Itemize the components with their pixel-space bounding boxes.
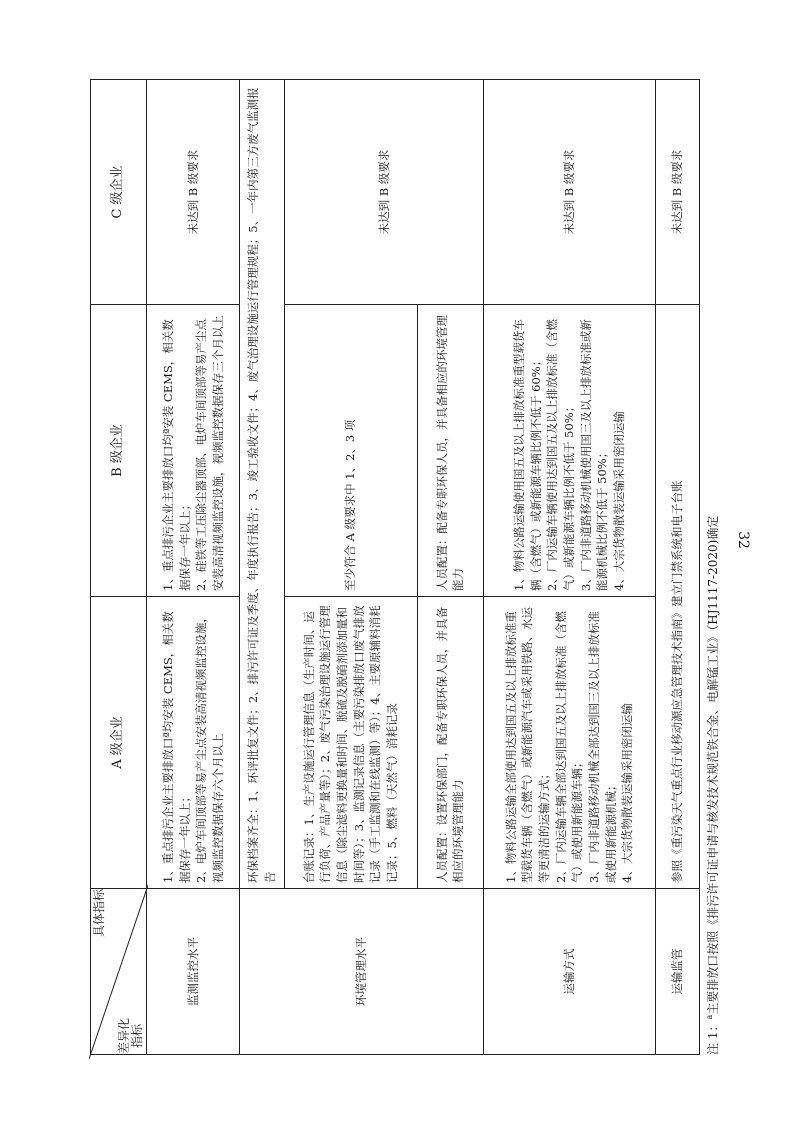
table-row — [147, 80, 240, 1055]
a-requirement-cell: 人员配置：设置环保部门，配备专职环保人员，并具备相应的环境管理能力 — [417, 597, 484, 889]
a-requirement-cell: 台账记录：1、生产设施运行管理信息（生产时间、运行负荷、产品产量等）；2、废气污染治理设施运行管理信息（除尘滤料更换量和时间、脱硫及脱硝剂添加量和时间等）；3、监测记录信息（主要污染排放口废气排放记录（手工监测和在线监测）等）；4、主要原辅料消耗记录；5、燃料（天然气）消耗记录 — [284, 597, 417, 889]
rotated-landscape-page — [90, 80, 730, 1055]
c-requirement-cell: 未达到 B 级要求 — [484, 80, 655, 305]
diagonal-header-cell — [91, 889, 147, 1055]
c-requirement-cell: 未达到 B 级要求 — [147, 80, 240, 305]
indicator-cell: 监测监控水平 — [147, 889, 240, 1055]
category-cell: 运输方式 — [484, 889, 655, 1055]
category-cell: 环境管理水平 — [240, 889, 484, 1055]
b-requirement-cell: 1、重点排污企业主要排放口均ª安装 CEMS，相关数据保存一年以上； 2、硅铁等工压除尘器顶部、电炉车间顶部等易产尘点安装高清视频监控设施，视频监控数据保存三个月以上 — [147, 305, 240, 597]
b-requirement-cell: 至少符合 A 级要求中 1、2、3 项 — [284, 305, 417, 597]
diag-top-label: 具体指标 — [92, 889, 106, 938]
table-row — [655, 80, 699, 1055]
c-requirement-cell: 未达到 B 级要求 — [655, 80, 699, 305]
a-b-requirement-cell: 参照《重污染天气重点行业移动源应急管理技术指南》建立门禁系统和电子台账 — [655, 305, 699, 889]
diag-bottom-label: 差异化 指标 — [117, 1017, 145, 1054]
a-requirement-cell: 1、物料公路运输全部使用达到国五及以上排放标准重型载货车辆（含燃气）或新能源汽车或采用铁路、水运等更清洁的运输方式； 2、厂内运输车辆全部达到国五及以上排放标准（含燃气）或使用新能源车辆； 3、厂内非道路移动机械全部达到国三及以上排放标准或使用新能源机械； 4、大宗货物散装运输采用密闭运输 — [484, 597, 655, 889]
b-requirement-cell: 人员配置：配备专职环保人员，并具备相应的环境管理能力 — [417, 305, 484, 597]
category-cell: 运输监管 — [655, 889, 699, 1055]
a-b-requirement-cell: 环保档案齐全：1、环评批复文件；2、排污许可证及季度、年度执行报告；3、竣工验收文件；4、废气治理设施运行管理规程；5、一年内第三方废气监测报告 — [240, 80, 284, 889]
table-row — [484, 80, 655, 1055]
page-number: 32 — [735, 531, 751, 549]
c-requirement-cell: 未达到 B 级要求 — [284, 80, 484, 305]
table-row — [240, 80, 284, 1055]
footnote: 注 1：$^a$主要排放口按照《排污许可证申请与核发技术规范铁合金、电解锰工业》（HJ1117-2020)确定 — [705, 515, 720, 1055]
b-requirement-cell: 1、物料公路运输使用国五及以上排放标准重型载货车辆（含燃气）或新能源车辆比例不低于 60%； 2、厂内运输车辆使用达到国五及以上排放标准（含燃气）或新能源车辆比例不低于 50%； 3、厂内非道路移动机械使用国三及以上排放标准或新能源机械比例不低于 50%； 4、大宗货物散装运输采用密闭运输 — [484, 305, 655, 597]
table-header-row — [91, 80, 147, 1055]
col-header-c: C 级企业 — [91, 80, 147, 305]
requirements-table — [90, 79, 700, 1055]
col-header-a: A 级企业 — [91, 597, 147, 889]
col-header-b: B 级企业 — [91, 305, 147, 597]
a-requirement-cell: 1、重点排污企业主要排放口ª均安装 CEMS，相关数据保存一年以上； 2、电炉车间顶部等易产尘点安装高清视频监控设施，视频监控数据保存六个月以上 — [147, 597, 240, 889]
